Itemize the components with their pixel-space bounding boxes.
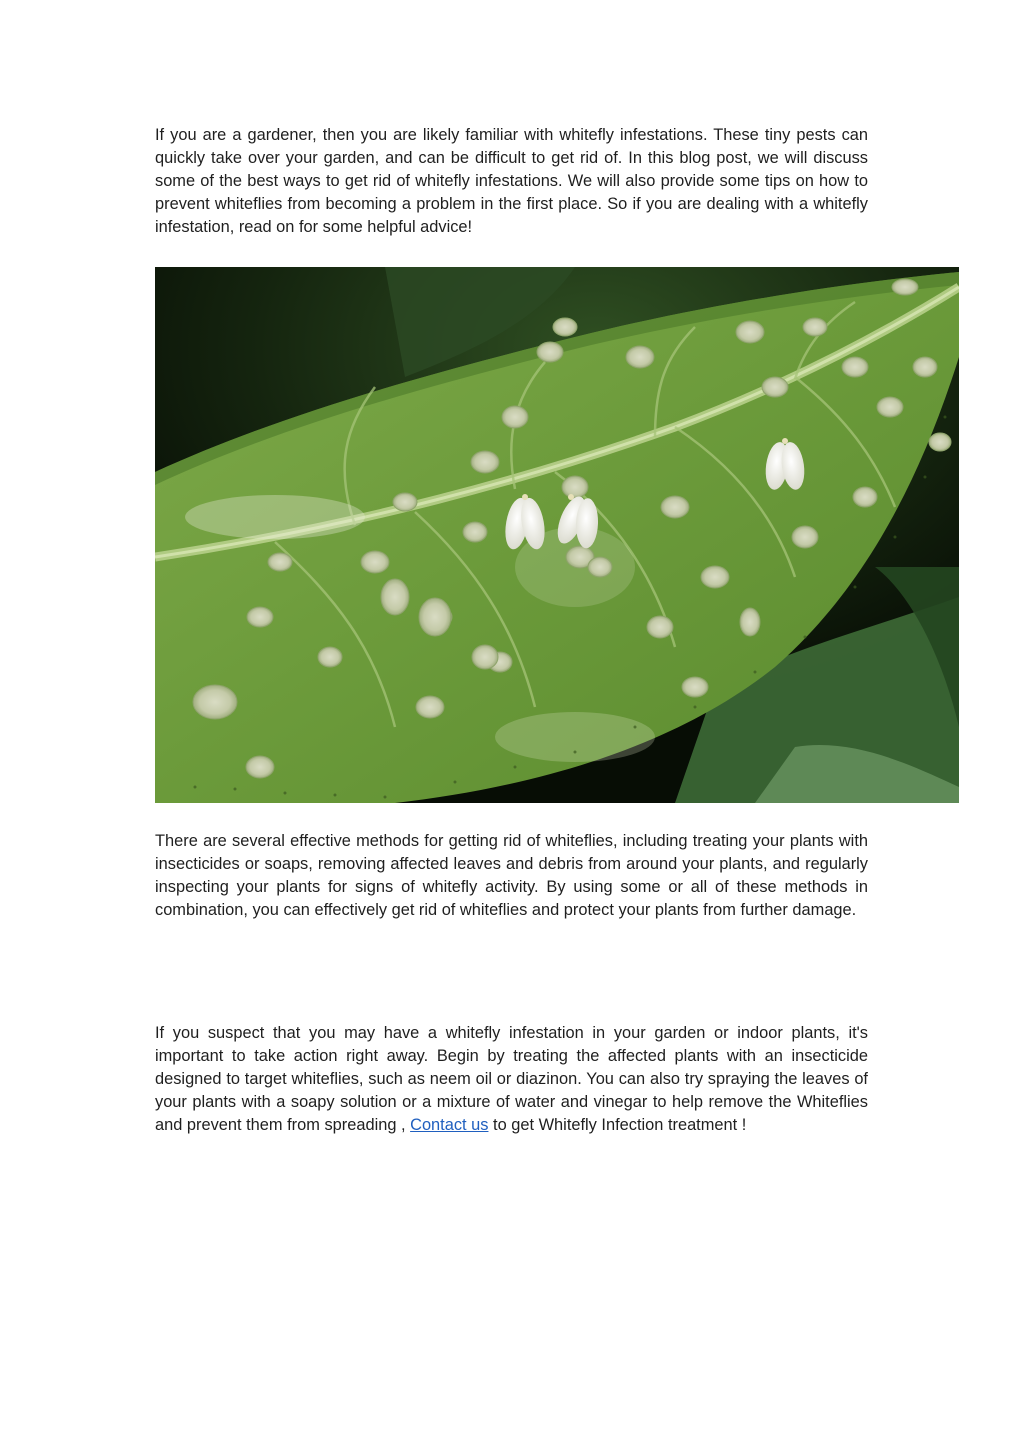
action-text-before-link: If you suspect that you may have a whitefly infestation in your garden or indoor plants, it's important to take action right away. Begin by treating the affected plants with an insecticide designed to target whiteflies, such as neem oil or diazinon. You can also try spraying the leaves of your plants with a soapy solution or a mixture of water and vinegar to help remove the Whiteflies and prevent them from spreading , <box>155 1024 868 1134</box>
methods-paragraph: There are several effective methods for getting rid of whiteflies, including treating your plants with insecticides or soaps, removing affected leaves and debris from around your plants, and regularly inspecting your plants for signs of whitefly activity. By using some or all of these methods in combination, you can effectively get rid of whiteflies and protect your plants from further damage. <box>155 832 868 919</box>
whitefly-leaf-photo <box>155 267 959 803</box>
contact-us-link[interactable]: Contact us <box>410 1116 489 1134</box>
action-text-after-link: to get Whitefly Infection treatment ! <box>488 1116 747 1134</box>
action-paragraph <box>155 1022 868 1137</box>
intro-paragraph: If you are a gardener, then you are likely familiar with whitefly infestations. These tiny pests can quickly take over your garden, and can be difficult to get rid of. In this blog post, we will discuss some of the best ways to get rid of whitefly infestations. We will also provide some tips on how to prevent whiteflies from becoming a problem in the first place. So if you are dealing with a whitefly infestation, read on for some helpful advice! <box>155 126 868 236</box>
